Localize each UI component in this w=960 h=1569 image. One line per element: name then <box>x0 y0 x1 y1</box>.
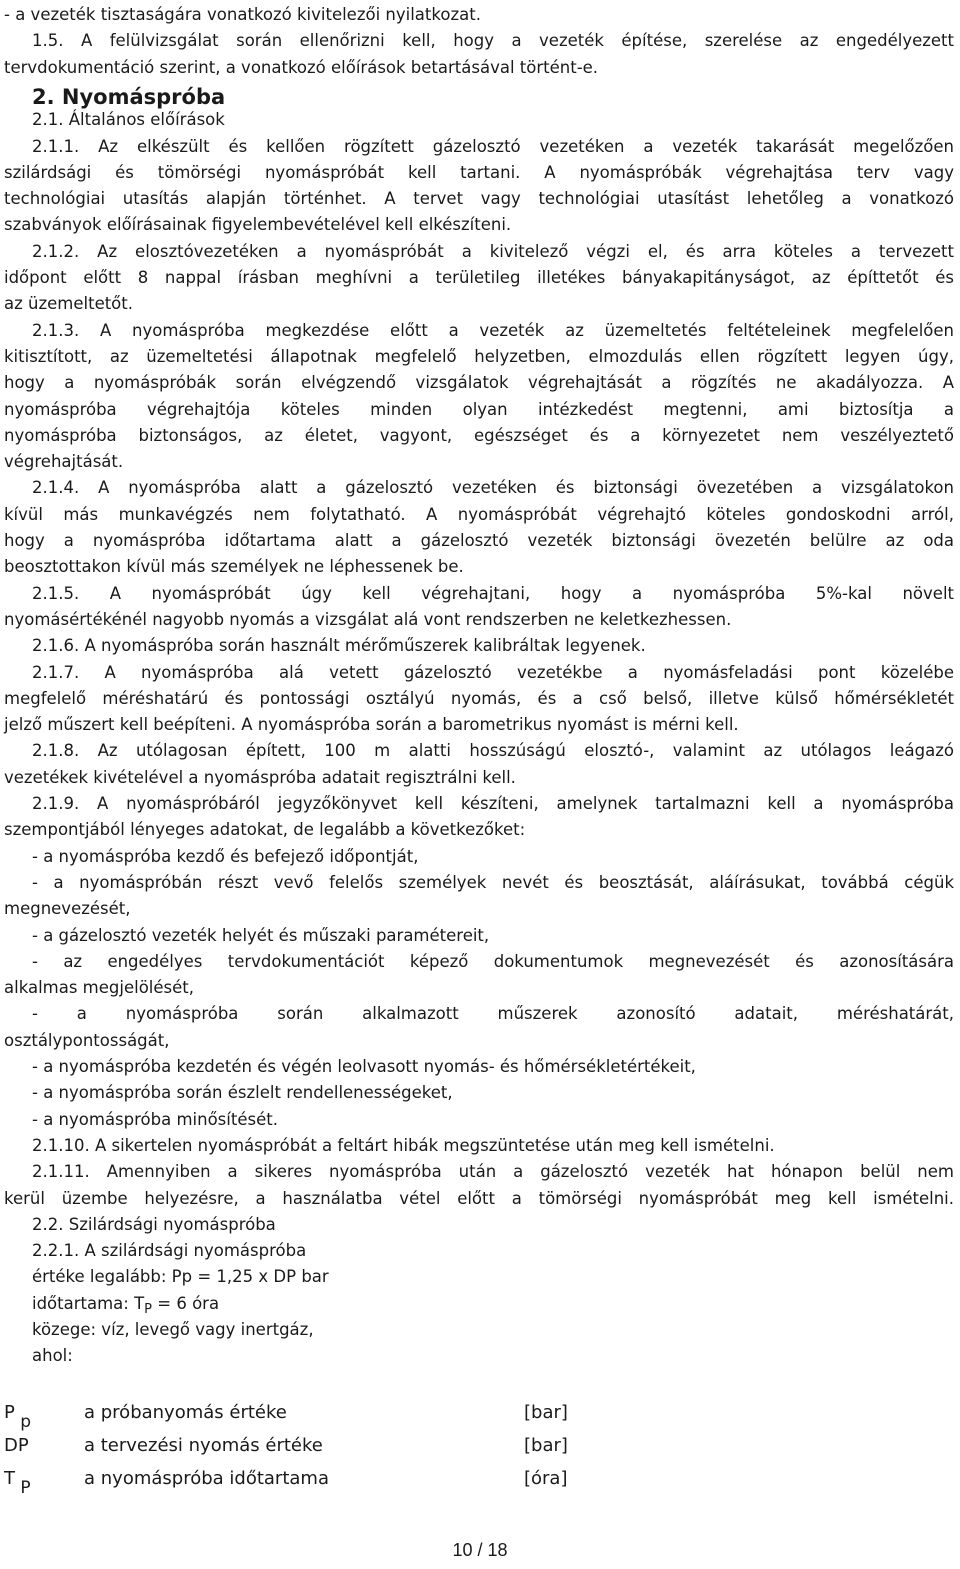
text-line: nyomáspróba biztonságos, az életet, vagyont, egészséget és a környezetet nem veszélyeztető <box>4 425 954 445</box>
text-line: tervdokumentáció szerint, a vonatkozó előírások betartásával történt-e. <box>4 57 599 77</box>
text-line: nyomáspróba végrehajtója köteles minden olyan intézkedést megtenni, ami biztosítja a <box>4 399 954 419</box>
text-line: 2.1.6. A nyomáspróba során használt mérőműszerek kalibráltak legyenek. <box>32 636 646 656</box>
text-line: időtartama: $T_P = 6$ óra <box>32 1293 220 1317</box>
text-line: - a vezeték tisztaságára vonatkozó kivitelezői nyilatkozat. <box>4 5 481 24</box>
text-line: kitisztított, az üzemeltetési állapotnak megfelelő helyzetben, elmozdulás ellen rögzített legyen úgy, <box>4 346 954 366</box>
text-line: megnevezését, <box>4 899 131 919</box>
text-line: 2.1.2. Az elosztóvezetéken a nyomáspróbát a kivitelező végzi el, és arra köteles a tervezett <box>32 241 954 261</box>
legend-description: a nyomáspróba időtartama <box>84 1468 329 1489</box>
legend-symbol: DP <box>4 1435 29 1456</box>
text-line: szilárdsági és tömörségi nyomáspróbát kell tartani. A nyomáspróbák végrehajtása terv vagy <box>4 162 954 182</box>
text-line: jelző műszert kell beépíteni. A nyomáspróba során a barometrikus nyomást is mérni kell. <box>4 715 739 735</box>
text-line: 2.1.11. Amennyiben a sikeres nyomáspróba után a gázelosztó vezeték hat hónapon belül nem <box>32 1162 954 1182</box>
text-line: ahol: <box>32 1346 73 1366</box>
text-line: kerül üzembe helyezésre, a használatba vétel előtt a tömörségi nyomáspróbát meg kell ismételni. <box>4 1188 954 1208</box>
text-line: - a gázelosztó vezeték helyét és műszaki paramétereit, <box>32 925 490 945</box>
text-line: 2.2.1. A szilárdsági nyomáspróba <box>32 1241 307 1261</box>
text-line: vezetékek kivételével a nyomáspróba adatait regisztrálni kell. <box>4 767 516 787</box>
legend-description: a próbanyomás értéke <box>84 1402 287 1423</box>
text-line: értéke legalább: Pp = 1,25 x DP bar <box>32 1267 329 1287</box>
text-line: hogy a nyomáspróbák során elvégzendő vizsgálatok végrehajtását a rögzítés ne akadályozza. A <box>4 373 954 393</box>
text-line: 2.1.3. A nyomáspróba megkezdése előtt a vezeték az üzemeltetés feltételeinek megfelelően <box>32 320 954 340</box>
text-line: - a nyomáspróba minősítését. <box>32 1109 278 1129</box>
text-line: közege: víz, levegő vagy inertgáz, <box>32 1320 314 1339</box>
text-line: végrehajtását. <box>4 452 124 472</box>
legend-unit: [bar] <box>524 1402 568 1423</box>
text-line: nyomásértékénél nagyobb nyomás a vizsgálat alá vont rendszerben ne keletkezhessen. <box>4 609 732 629</box>
text-line: 1.5. A felülvizsgálat során ellenőrizni kell, hogy a vezeték építése, szerelése az engedélyezett <box>32 31 954 51</box>
text-line: - a nyomáspróbán részt vevő felelős személyek nevét és beosztását, aláírásukat, továbbá cégük <box>32 872 954 892</box>
text-line: technológiai utasítás alapján történhet. A tervet vagy technológiai utasítást lehetőleg a vonatkozó <box>4 189 954 209</box>
text-line: szempontjából lényeges adatokat, de legalább a következőket: <box>4 820 526 840</box>
text-line: az üzemeltetőt. <box>4 294 133 314</box>
text-line: - a nyomáspróba kezdő és befejező időpontját, <box>32 846 419 866</box>
text-line: 2.1.5. A nyomáspróbát úgy kell végrehajtani, hogy a nyomáspróba 5%-kal növelt <box>32 583 954 603</box>
text-line: 2.1. Általános előírások <box>32 110 225 130</box>
text-line: 2.1.7. A nyomáspróba alá vetett gázelosztó vezetékbe a nyomásfeladási pont közelébe <box>32 662 954 682</box>
legend-unit: [óra] <box>524 1468 568 1489</box>
text-line: beosztottakon kívül más személyek ne léphessenek be. <box>4 557 464 577</box>
text-line: megfelelő méréshatárú és pontossági osztályú nyomás, és a cső belső, illetve külső hőmérsékletét <box>4 688 954 708</box>
text-line: 2.1.10. A sikertelen nyomáspróbát a feltárt hibák megszüntetése után meg kell ismételni. <box>32 1135 775 1155</box>
text-line: - a nyomáspróba kezdetén és végén leolvasott nyomás- és hőmérsékletértékeit, <box>32 1057 696 1076</box>
text-line: 2.2. Szilárdsági nyomáspróba <box>32 1214 276 1234</box>
text-line: időpont előtt 8 nappal írásban meghívni a területileg illetékes bányakapitányságot, az építtetőt és <box>4 268 954 287</box>
text-line: 2.1.4. A nyomáspróba alatt a gázelosztó vezetéken és biztonsági övezetében a vizsgálatokon <box>32 478 954 498</box>
text-line: - a nyomáspróba során észlelt rendellenességeket, <box>32 1083 453 1103</box>
legend-description: a tervezési nyomás értéke <box>84 1435 323 1456</box>
text-line: hogy a nyomáspróba időtartama alatt a gázelosztó vezeték biztonsági övezetén belülre az oda <box>4 531 954 550</box>
text-line: osztálypontosságát, <box>4 1030 170 1050</box>
legend-unit: [bar] <box>524 1435 568 1456</box>
text-line: alkalmas megjelölését, <box>4 978 194 998</box>
page-number: 10 / 18 <box>452 1540 508 1560</box>
text-line: 2.1.8. Az utólagosan épített, 100 m alatti hosszúságú elosztó-, valamint az utólagos leágazó <box>32 741 954 761</box>
text-line: 2.1.9. A nyomáspróbáról jegyzőkönyvet kell készíteni, amelynek tartalmazni kell a nyomáspróba <box>32 794 954 813</box>
text-line: - az engedélyes tervdokumentációt képező dokumentumok megnevezését és azonosítására <box>32 951 954 971</box>
legend-symbol: P p <box>4 1402 32 1432</box>
text-line: - a nyomáspróba során alkalmazott műszerek azonosító adatait, méréshatárát, <box>32 1004 954 1024</box>
section-heading: 2. Nyomáspróba <box>32 84 226 109</box>
legend-symbol: T P <box>4 1468 31 1498</box>
text-line: 2.1.1. Az elkészült és kellően rögzített gázelosztó vezetéken a vezeték takarását megelőzően <box>32 136 954 156</box>
text-line: szabványok előírásainak figyelembevételével kell elkészíteni. <box>4 215 512 235</box>
text-line: kívül más munkavégzés nem folytatható. A nyomáspróbát végrehajtó köteles gondoskodni arról, <box>4 504 954 524</box>
